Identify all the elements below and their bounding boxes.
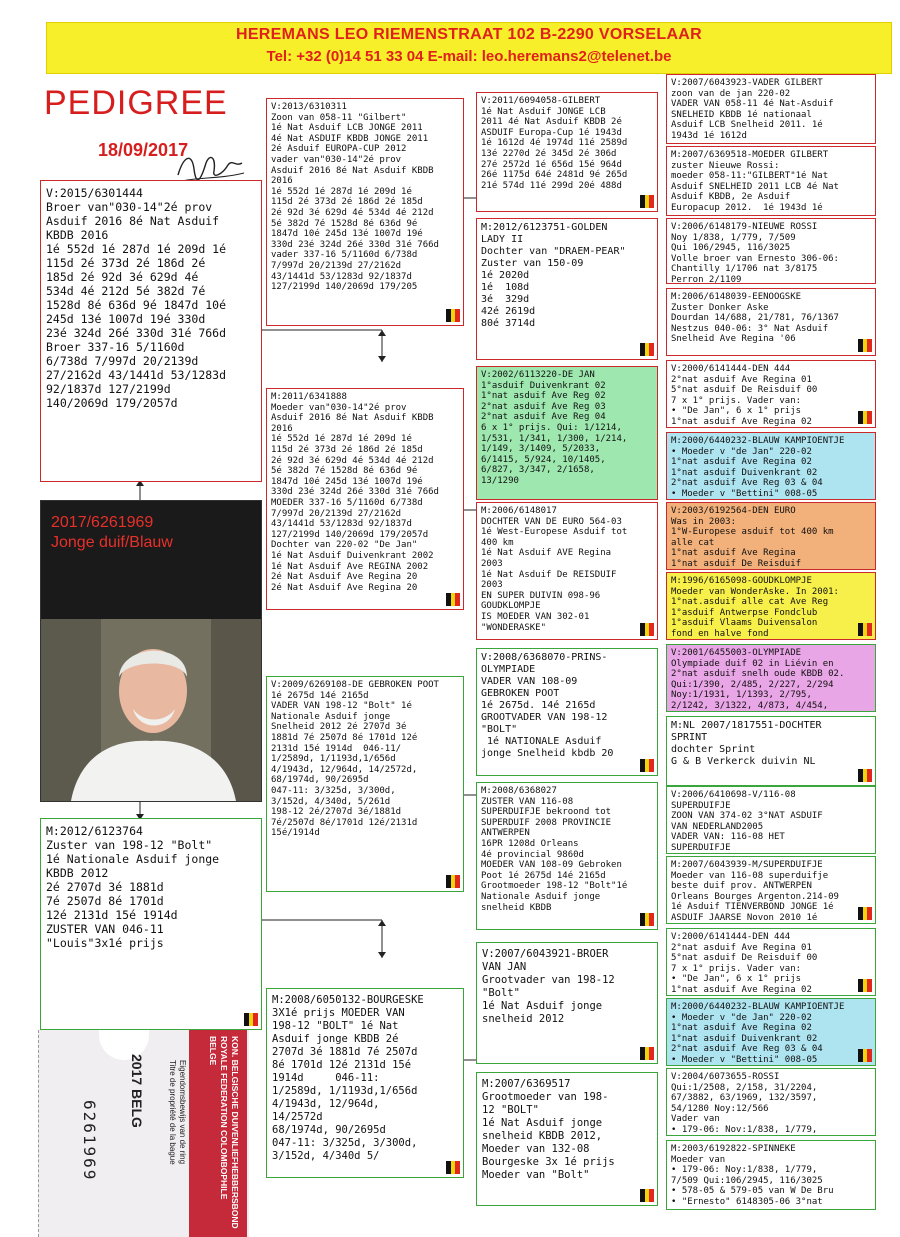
bird-g4-6: M:2000/6440232-BLAUW KAMPIOENTJE • Moeder v "de Jan" 220-02 1°nat asduif Ave Regina 02 1°nat asduif Duivenkrant 02 2°nat asduif Ave Reg 03 & 04 • Moeder v "Bettini" 008-05: [666, 432, 876, 500]
bird-g4-1: V:2007/6043923-VADER GILBERT zoon van de jan 220-02 VADER VAN 058-11 4é Nat-Asduif SNELHEID KBDB 1é nationaal Asduif LCB Snelheid 2011. 1é 1943d 1é 1612d: [666, 74, 876, 144]
belgian-flag-icon: [858, 339, 872, 352]
belgian-flag-icon: [640, 195, 654, 208]
belgian-flag-icon: [858, 979, 872, 992]
belgian-flag-icon: [640, 343, 654, 356]
ring-certificate: [38, 1030, 249, 1237]
bird-g4-4: M:2006/6148039-EENOOGSKE Zuster Donker Aske Dourdan 14/688, 21/781, 76/1367 Nestzus 040-06: 3° Nat Asduif Snelheid Ave Regina '06: [666, 288, 876, 356]
ring-federation-title: KON. BELGISCHE DUIVENLIEFHEBBERSBOND ROYALE FEDERATION COLOMBOPHILE BELGE: [208, 1036, 240, 1229]
bird-g4-14: M:2000/6440232-BLAUW KAMPIOENTJE • Moeder v "de Jan" 220-02 1°nat asduif Ave Regina 02 1°nat asduif Duivenkrant 02 2°nat asduif Ave Reg 03 & 04 • Moeder v "Bettini" 008-05: [666, 998, 876, 1066]
header-address: HEREMANS LEO RIEMENSTRAAT 102 B-2290 VORSELAAR: [235, 26, 703, 43]
bird-sd-dam: M:2006/6148017 DOCHTER VAN DE EURO 564-03 1é West-Europese Asduif tot 400 km 1é Nat Asduif AVE Regina 2003 1é Nat Asduif De REISDUIF 2003 EN SUPER DUIVIN 098-96 GOUDKLOMPJE IS MOEDER VAN 302-01 "WONDERASKE": [476, 502, 658, 640]
belgian-flag-icon: [858, 1049, 872, 1062]
bird-g4-7: V:2003/6192564-DEN EURO Was in 2003: 1°W-Europese asduif tot 400 km alle cat 1°nat asduif Ave Regina 1°nat asduif De Reisduif: [666, 502, 876, 570]
bird-g4-8: M:1996/6165098-GOUDKLOMPJE Moeder van WonderAske. In 2001: 1°nat.asduif alle cat Ave Reg 1°asduif Antwerpse Fondclub 1°asduif Vlaams Duivensalon fond en halve fond: [666, 572, 876, 640]
header-contact: Tel: +32 (0)14 51 33 04 E-mail: leo.heremans2@telenet.be: [266, 48, 672, 65]
bird-dd-dam: M:2007/6369517 Grootmoeder van 198- 12 "BOLT" 1é Nat Asduif jonge snelheid KBDB 2012, Moeder van 132-08 Bourgeske 3x 1é prijs Moeder van "Bolt": [476, 1072, 658, 1206]
bird-sire-dam: M:2011/6341888 Moeder van"030-14"2é prov Asduif 2016 8é Nat Asduif KBDB 2016 1é 552d 1é 287d 1é 209d 1é 115d 2é 373d 2é 186d 2é 185d 2é 92d 3é 629d 4é 534d 4é 212d 5é 382d 7é 1528d 8é 636d 9é 1847d 10é 245d 13é 1007d 19é 330d 23é 324d 26é 330d 31é 766d MOEDER 337-16 5/1160d 6/738d 7/997d 20/2139d 27/2162d 43/1441d 53/1283d 92/1837d 127/2199d 140/2069d 179/2057d Dochter van 220-02 "De Jan" 1é Nat Asduif Duivenkrant 2002 1é Nat Asduif Ave REGINA 2002 2é Nat Asduif Ave Regina 20 2é Nat Asduif Ave Regina 20: [266, 388, 464, 610]
bird-dam-sire: V:2009/6269108-DE GEBROKEN POOT 1é 2675d 14é 2165d VADER VAN 198-12 "Bolt" 1é Nationale Asduif jonge Snelheid 2012 2é 2707d 3é 1881d 7é 2507d 8é 1701d 12é 2131d 15é 1914d 046-11/ 1/2589d, 1/1193d,1/656d 4/1943d, 12/964d, 14/2572d, 68/1974d, 90/2695d 047-11: 3/325d, 3/300d, 3/152d, 4/340d, 5/261d 198-12 2é/2707d 3é/1881d 7é/2507d 8é/1701d 12é/2131d 15é/1914d: [266, 676, 464, 892]
bird-ss-sire: V:2011/6094058-GILBERT 1é Nat Asduif JONGE LCB 2011 4é Nat Asduif KBDB 2é ASDUIF Europa-Cup 1é 1943d 1é 1612d 4é 1974d 11é 2589d 13é 2270d 2é 345d 2é 306d 27é 2572d 1é 656d 15é 964d 26é 1175d 64é 2481d 9é 265d 21é 574d 11é 299d 20é 488d: [476, 92, 658, 212]
bird-g4-16: M:2003/6192822-SPINNEKE Moeder van • 179-06: Noy:1/838, 1/779, 7/509 Qui:106/2945, 116/3025 • 578-05 & 579-05 van W De Bru • "Ernesto" 6148305-06 3°nat: [666, 1140, 876, 1210]
belgian-flag-icon: [640, 1047, 654, 1060]
belgian-flag-icon: [858, 411, 872, 424]
belgian-flag-icon: [446, 875, 460, 888]
bird-g4-5: V:2000/6141444-DEN 444 2°nat asduif Ave Regina 01 5°nat asduif De Reisduif 00 7 x 1° prijs. Vader van: • "De Jan", 6 x 1° prijs 1°nat asduif Ave Regina 02: [666, 360, 876, 428]
bird-dam-dam: M:2008/6050132-BOURGESKE 3X1é prijs MOEDER VAN 198-12 "BOLT" 1é Nat Asduif jonge KBDB 2é 2707d 3é 1881d 7é 2507d 8é 1701d 12é 2131d 15é 1914d 046-11: 1/2589d, 1/1193d,1/656d 4/1943d, 12/964d, 14/2572d 68/1974d, 90/2695d 047-11: 3/325d, 3/300d, 3/152d, 4/340d 5/: [266, 988, 464, 1178]
bird-g4-13: V:2000/6141444-DEN 444 2°nat asduif Ave Regina 01 5°nat asduif De Reisduif 00 7 x 1° prijs. Vader van: • "De Jan", 6 x 1° prijs 1°nat asduif Ave Regina 02: [666, 928, 876, 996]
bird-ds-dam: M:2008/6368027 ZUSTER VAN 116-08 SUPERDUIFJE bekroond tot SUPERDUIF 2008 PROVINCIE ANTWERPEN 16PR 1208d Orleans 4é provincial 9860d MOEDER VAN 108-09 Gebroken Poot 1é 2675d 14é 2165d Grootmoeder 198-12 "Bolt"1é Nationale Asduif jonge snelheid KBDB: [476, 782, 658, 930]
belgian-flag-icon: [858, 623, 872, 636]
subject-ring: 2017/6261969: [51, 514, 154, 531]
bird-sd-sire: V:2002/6113220-DE JAN 1°asduif Duivenkrant 02 1°nat asduif Ave Reg 02 2°nat asduif Ave Reg 03 2°nat asduif Ave Reg 04 6 x 1° prijs. Qui: 1/1214, 1/531, 1/341, 1/300, 1/214, 1/149, 3/1409, 5/2033, 6/1415, 5/924, 10/1405, 6/827, 3/347, 2/1658, 13/1290: [476, 366, 658, 500]
subject-description: Jonge duif/Blauw: [51, 534, 173, 551]
belgian-flag-icon: [244, 1013, 258, 1026]
bird-g4-15: V:2004/6073655-ROSSI Qui:1/2508, 2/158, 31/2204, 67/3882, 63/1969, 132/3597, 54/1280 Noy:12/566 Vader van • 179-06: Nov:1/838, 1/779,: [666, 1068, 876, 1136]
belgian-flag-icon: [640, 1189, 654, 1202]
bird-ss-dam: M:2012/6123751-GOLDEN LADY II Dochter van "DRAEM-PEAR" Zuster van 150-09 1é 2020d 1é 108d 3é 329d 42é 2619d 80é 3714d: [476, 218, 658, 360]
belgian-flag-icon: [446, 1161, 460, 1174]
bird-ds-sire: V:2008/6368070-PRINS- OLYMPIADE VADER VAN 108-09 GEBROKEN POOT 1é 2675d. 14é 2165d GROOTVADER VAN 198-12 "BOLT" 1é NATIONALE Asduif jonge Snelheid kbdb 20: [476, 648, 658, 776]
bird-g4-12: M:2007/6043939-M/SUPERDUIFJE Moeder van 116-08 superduifje beste duif prov. ANTWERPEN Orleans Bourges Argenton.214-09 1é Asduif TIENVERBOND JONGE 1é ASDUIF JAARSE Novon 2010 1é: [666, 856, 876, 924]
belgian-flag-icon: [858, 769, 872, 782]
bird-sire-sire: V:2013/6310311 Zoon van 058-11 "Gilbert" 1é Nat Asduif LCB JONGE 2011 4é Nat ASDUIF KBDB JONGE 2011 2é Asduif EUROPA-CUP 2012 vader van"030-14"2é prov Asduif 2016 8é Nat Asduif KBDB 2016 1é 552d 1é 287d 1é 209d 1é 115d 2é 373d 2é 186d 2é 185d 2é 92d 3é 629d 4é 534d 4é 212d 5é 382d 7é 1528d 8é 636d 9é 1847d 10é 245d 13é 1007d 19é 330d 23é 324d 26é 330d 31é 766d vader 337-16 5/1160d 6/738d 7/997d 20/2139d 27/2162d 43/1441d 53/1283d 92/1837d 127/2199d 140/2069d 179/205: [266, 98, 464, 326]
bird-dd-sire: V:2007/6043921-BROER VAN JAN Grootvader van 198-12 "Bolt" 1é Nat Asduif jonge snelheid 2012: [476, 942, 658, 1064]
bird-sire: V:2015/6301444 Broer van"030-14"2é prov Asduif 2016 8é Nat Asduif KBDB 2016 1é 552d 1é 287d 1é 209d 1é 115d 2é 373d 2é 186d 2é 185d 2é 92d 3é 629d 4é 534d 4é 212d 5é 382d 7é 1528d 8é 636d 9é 1847d 10é 245d 13é 1007d 19é 330d 23é 324d 26é 330d 31é 766d Broer 337-16 5/1160d 6/738d 7/997d 20/2139d 27/2162d 43/1441d 53/1283d 92/1837d 127/2199d 140/2069d 179/2057d: [40, 180, 262, 482]
belgian-flag-icon: [640, 913, 654, 926]
belgian-flag-icon: [640, 623, 654, 636]
ring-ownership-text: Eigendomsbewijs van de ring Titre de propriété de la bague: [168, 1060, 187, 1165]
pedigree-date: 18/09/2017: [98, 140, 189, 160]
page-title: PEDIGREE: [44, 84, 228, 122]
bird-g4-11: V:2006/6410698-V/116-08 SUPERDUIFJE ZOON VAN 374-02 3°NAT ASDUIF VAN NEDERLAND2005 VADER VAN: 116-08 HET SUPERDUIFJE: [666, 786, 876, 854]
ring-year-country: 2017 BELG: [129, 1054, 145, 1128]
bird-dam: M:2012/6123764 Zuster van 198-12 "Bolt" 1é Nationale Asduif jonge KBDB 2012 2é 2707d 3é 1881d 7é 2507d 8é 1701d 12é 2131d 15é 1914d ZUSTER VAN 046-11 "Louis"3x1é prijs: [40, 818, 262, 1030]
bird-g4-3: V:2006/6148179-NIEUWE ROSSI Noy 1/838, 1/779, 7/509 Qui 106/2945, 116/3025 Volle broer van Ernesto 306-06: Chantilly 1/1706 nat 3/8175 Perron 2/1109: [666, 218, 876, 284]
ring-number: 6261969: [80, 1100, 99, 1182]
bird-g4-9: V:2001/6455003-OLYMPIADE Olympiade duif 02 in Liévin en 2°nat asduif snelh oude KBDB 02. Qui:1/390, 2/485, 2/227, 2/294 Noy:1/1931, 1/1393, 2/795, 2/1242, 3/1322, 4/873, 4/454,: [666, 644, 876, 712]
belgian-flag-icon: [446, 309, 460, 322]
subject-photo: [40, 500, 262, 802]
bird-g4-10: M:NL 2007/1817551-DOCHTER SPRINT dochter Sprint G & B Verkerck duivin NL: [666, 716, 876, 786]
breeder-photo: [41, 619, 261, 801]
belgian-flag-icon: [446, 593, 460, 606]
belgian-flag-icon: [640, 759, 654, 772]
belgian-flag-icon: [858, 907, 872, 920]
bird-g4-2: M:2007/6369518-MOEDER GILBERT zuster Nieuwe Rossi: moeder 058-11:"GILBERT"1é Nat Asduif SNELHEID 2011 LCB 4é Nat Asduif KBDB, 2e Asduif Europacup 2012. 1é 1943d 1é: [666, 146, 876, 216]
